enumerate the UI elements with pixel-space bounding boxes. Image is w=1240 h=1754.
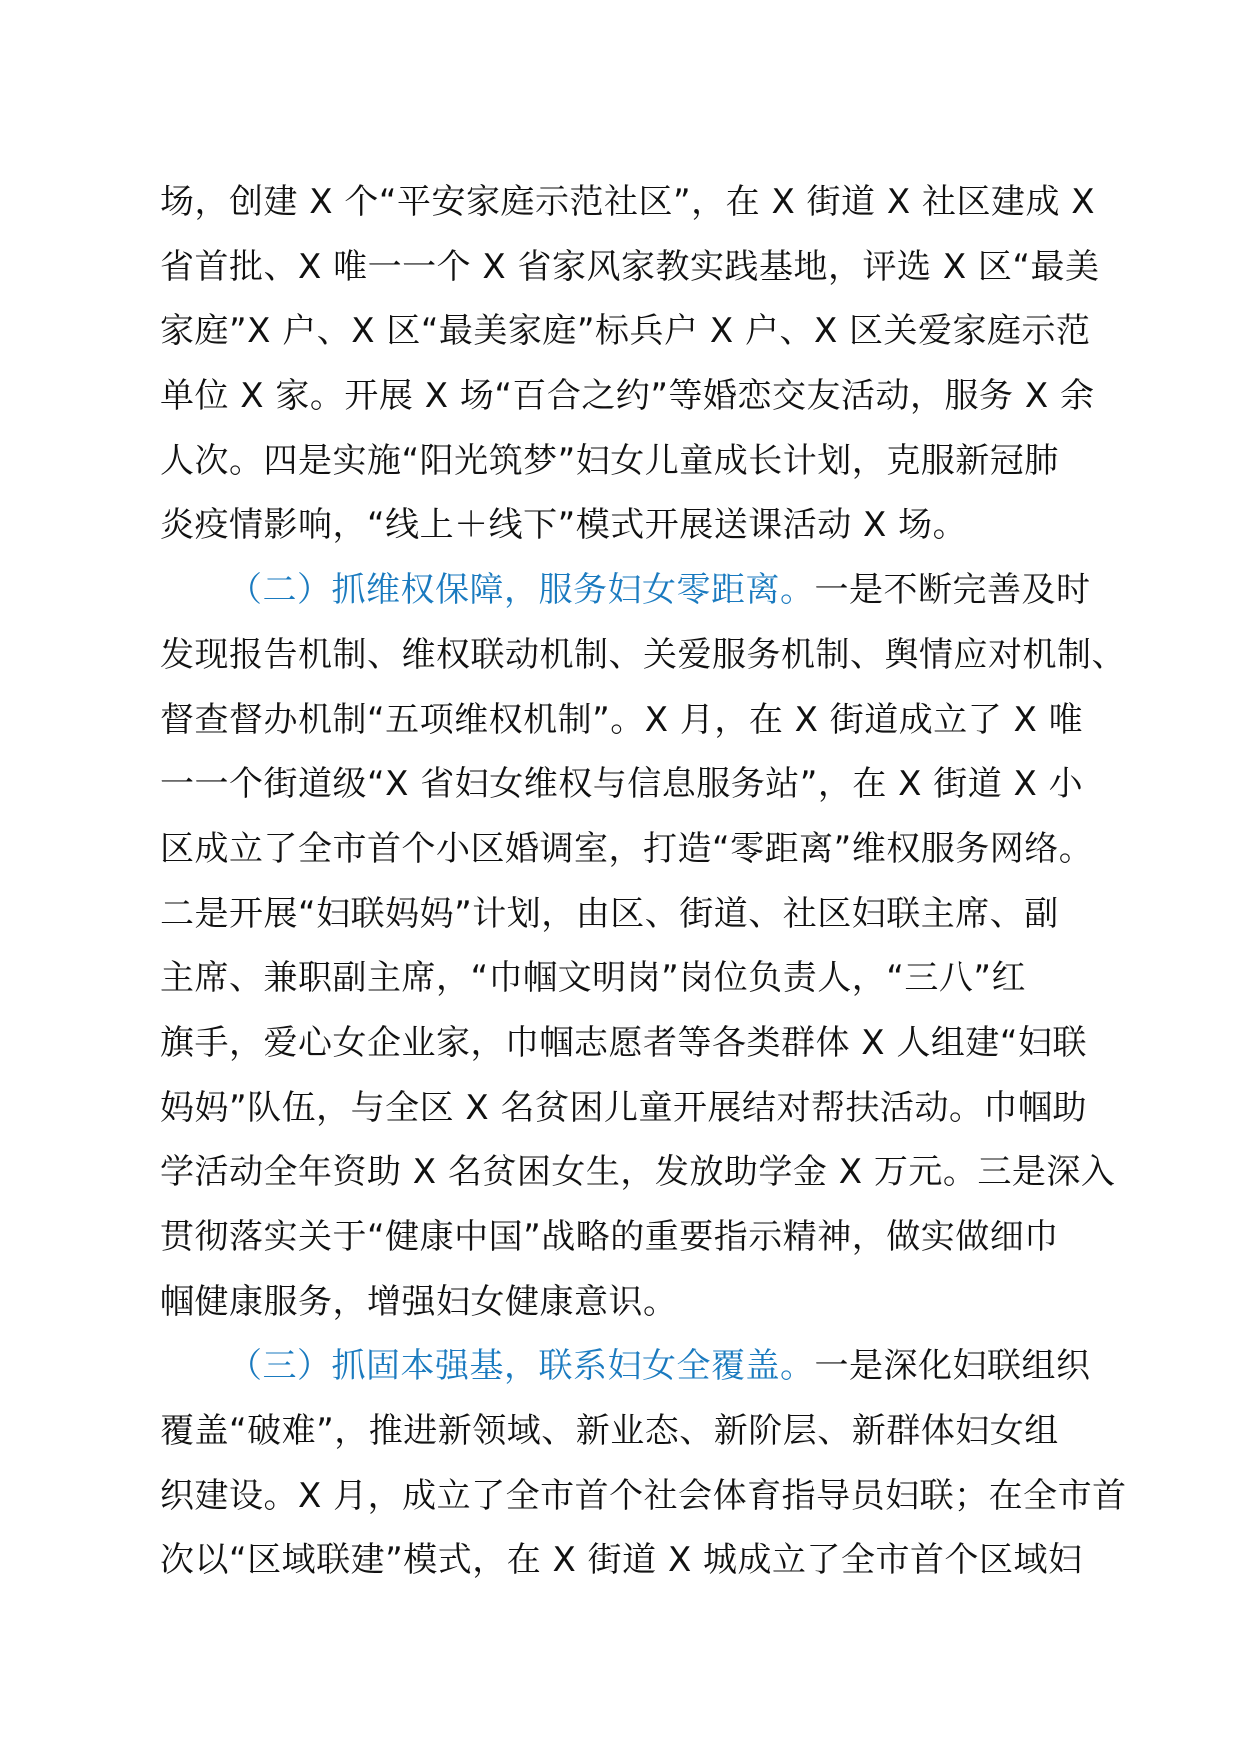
text-line: 旗手，爱心女企业家，巾帼志愿者等各类群体 X 人组建“妇联 [160,1022,1088,1063]
text-line: 次以“区域联建”模式，在 X 街道 X 城成立了全市首个区域妇 [160,1540,1083,1581]
paragraph-first-line [160,558,1100,623]
text-line: 单位 X 家。开展 X 场“百合之约”等婚恋交友活动，服务 X 余 [160,376,1095,417]
text-line: 一一个街道级“X 省妇女维权与信息服务站”，在 X 街道 X 小 [160,764,1084,805]
text-line: 人次。四是实施“阳光筑梦”妇女儿童成长计划，克服新冠肺 [160,440,1059,481]
text-line: 妈妈”队伍，与全区 X 名贫困儿童开展结对帮扶活动。巾帼助 [160,1087,1088,1128]
text-line: 覆盖“破难”，推进新领域、新业态、新阶层、新群体妇女组 [160,1411,1059,1452]
text-line: 发现报告机制、维权联动机制、关爱服务机制、舆情应对机制、 [160,634,1126,675]
section-heading-3: （三）抓固本强基，联系妇女全覆盖。 [228,1346,815,1387]
text-line: 督查督办机制“五项维权机制”。X 月，在 X 街道成立了 X 唯 [160,699,1084,740]
text-line: 场，创建 X 个“平安家庭示范社区”，在 X 街道 X 社区建成 X [160,182,1096,222]
body-text [160,170,1127,1593]
text-line: 学活动全年资助 X 名贫困女生，发放助学金 X 万元。三是深入 [160,1152,1116,1193]
text-line: 帼健康服务，增强妇女健康意识。 [160,1281,678,1322]
text-line: 二是开展“妇联妈妈”计划，由区、街道、社区妇联主席、副 [160,893,1059,934]
section-heading-2: （二）抓维权保障，服务妇女零距离。 [228,570,815,611]
text-line: 主席、兼职副主席，“巾帼文明岗”岗位负责人，“三八”红 [160,958,1026,999]
paragraph-first-line [160,1334,1100,1399]
text-line: 区成立了全市首个小区婚调室，打造“零距离”维权服务网络。 [160,828,1094,869]
text-line: 贯彻落实关于“健康中国”战略的重要指示精神，做实做细巾 [160,1217,1059,1257]
text-line: 织建设。X 月，成立了全市首个社会体育指导员妇联；在全市首 [160,1475,1127,1516]
text-run: 一是深化妇联组织 [814,1346,1091,1387]
text-line: 炎疫情影响，“线上＋线下”模式开展送课活动 X 场。 [160,505,968,546]
text-line: 家庭”X 户、X 区“最美家庭”标兵户 X 户、X 区关爱家庭示范 [160,311,1091,352]
text-run: 一是不断完善及时 [814,570,1091,611]
text-line: 省首批、X 唯一一个 X 省家风家教实践基地，评选 X 区“最美 [160,246,1100,287]
